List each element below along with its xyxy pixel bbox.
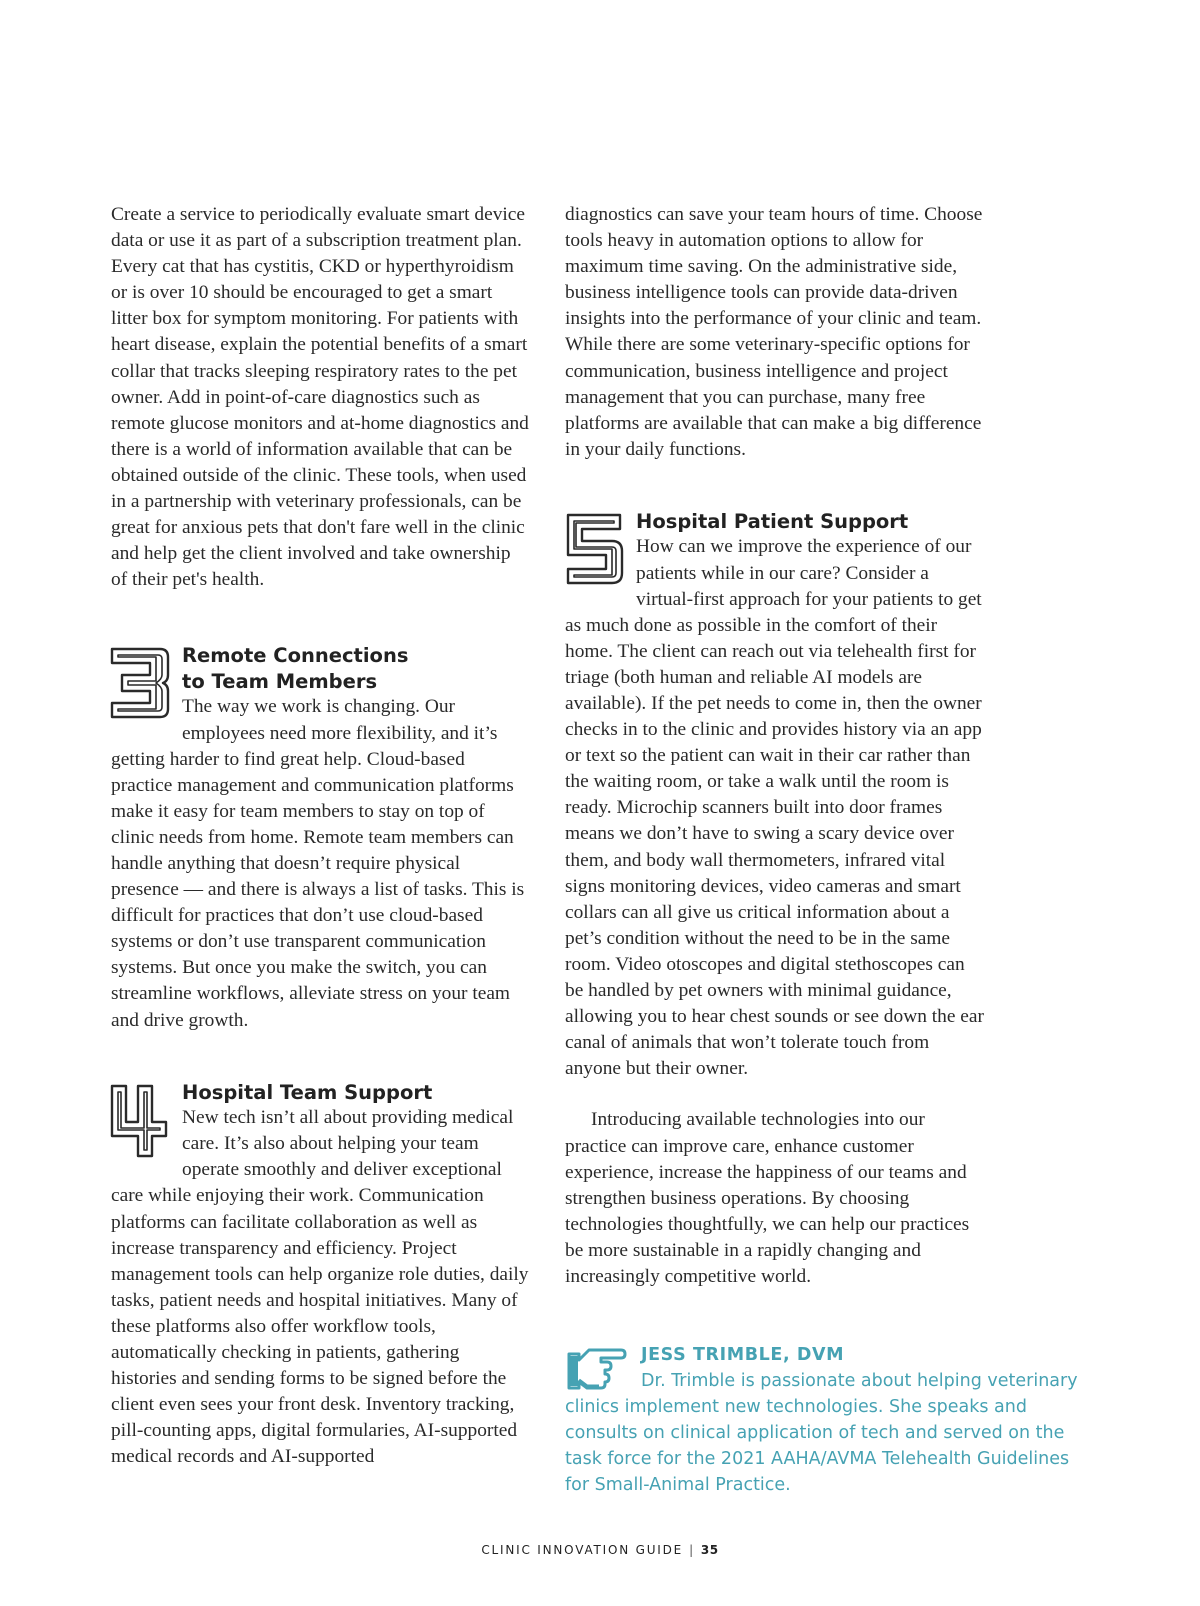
section-5-heading: Hospital Patient Support xyxy=(636,509,909,533)
section-5 xyxy=(565,509,985,1082)
number-3-icon xyxy=(108,643,172,723)
author-bio-block xyxy=(565,1342,1078,1498)
section-3-heading-line2: to Team Members xyxy=(182,669,378,693)
author-bio: Dr. Trimble is passionate about helping veterinary clinics implement new technologies. She speaks and consults on clinical application of tech and served on the task force for the 2021 AAHA/AVMA Telehealth Guidelines for Small-Animal Practice. xyxy=(565,1371,1078,1496)
section-5-body: How can we improve the experience of our patients while in our care? Consider a virtual-first approach for your patients to get as much done as possible in the comfort of their home. The client can reach out via telehealth first for triage (both human and reliable AI models are available). If the pet needs to come in, then the owner checks in to the clinic and provides history via an app or text so the patient can wait in their car rather than the waiting room, or take a walk until the room is ready. Microchip scanners built into door frames means we don’t have to swing a scary device over them, and body wall thermometers, infrared vital signs monitoring devices, video cameras and smart collars can all give us critical information about a pet’s condition without the need to be in the same room. Video otoscopes and digital stethoscopes can be handled by pet owners with minimal guidance, allowing you to hear chest sounds or see down the ear canal of animals that won’t tolerate touch from anyone but their owner. xyxy=(565,536,984,1080)
page-footer xyxy=(0,1543,1200,1557)
page-number: 35 xyxy=(700,1543,719,1557)
section-4-heading: Hospital Team Support xyxy=(182,1080,433,1104)
section-4-body: New tech isn’t all about providing medical care. It’s also about helping your team operate smoothly and deliver exceptional care while enjoying their work. Communication platforms can facilitate collaboration as well as increase transparency and efficiency. Project management tools can help organize role duties, daily tasks, patient needs and hospital initiatives. Many of these platforms also offer workflow tools, automatically checking in patients, gathering histories and sending forms to be signed before the client even sees your front desk. Inventory tracking, pill-counting apps, digital formularies, AI-supported medical records and AI-supported xyxy=(111,1107,529,1468)
pointing-hand-icon xyxy=(565,1344,627,1394)
conclusion-paragraph: Introducing available technologies into our practice can improve care, enhance customer experience, increase the happiness of our teams and strengthen business operations. By choosing technologies thoughtfully, we can help our practices be more sustainable in a rapidly changing and increasingly competitive world. xyxy=(565,1109,970,1287)
section-4 xyxy=(111,1080,529,1471)
section-3-body: The way we work is changing. Our employees need more flexibility, and it’s getting harder to find great help. Cloud-based practice management and communication platforms make it easy for team members to stay on top of clinic needs from home. Remote team members can handle anything that doesn’t require physical presence — and there is always a list of tasks. This is difficult for practices that don’t use cloud-based systems or don’t use transparent communication systems. But once you make the switch, you can streamline workflows, alleviate stress on your team and drive growth. xyxy=(111,696,525,1031)
right-column xyxy=(565,202,1078,1498)
left-column xyxy=(111,202,529,1470)
section-3 xyxy=(111,643,529,1033)
number-5-icon xyxy=(562,509,626,589)
section-3-heading-line1: Remote Connections xyxy=(182,644,409,668)
author-name: JESS TRIMBLE, DVM xyxy=(641,1345,845,1366)
footer-separator: | xyxy=(689,1543,695,1557)
number-4-icon xyxy=(108,1080,172,1160)
intro-paragraph: Create a service to periodically evaluate smart device data or use it as part of a subscription treatment plan. Every cat that has cystitis, CKD or hyperthyroidism or is over 10 should be encouraged to get a smart litter box for symptom monitoring. For patients with heart disease, explain the potential benefits of a smart collar that tracks sleeping respiratory rates to the pet owner. Add in point-of-care diagnostics such as remote glucose monitors and at-home diagnostics and there is a world of information available that can be obtained outside of the clinic. These tools, when used in a partnership with veterinary professionals, can be great for anxious pets that don't fare well in the clinic and help get the client involved and take ownership of their pet's health. xyxy=(111,204,529,591)
continued-paragraph: diagnostics can save your team hours of time. Choose tools heavy in automation options to allow for maximum time saving. On the administrative side, business intelligence tools can provide data-driven insights into the performance of your clinic and team. While there are some veterinary-specific options for communication, business intelligence and project management that you can purchase, many free platforms are available that can make a big difference in your daily functions. xyxy=(565,204,983,460)
publication-name: CLINIC INNOVATION GUIDE xyxy=(481,1543,684,1557)
